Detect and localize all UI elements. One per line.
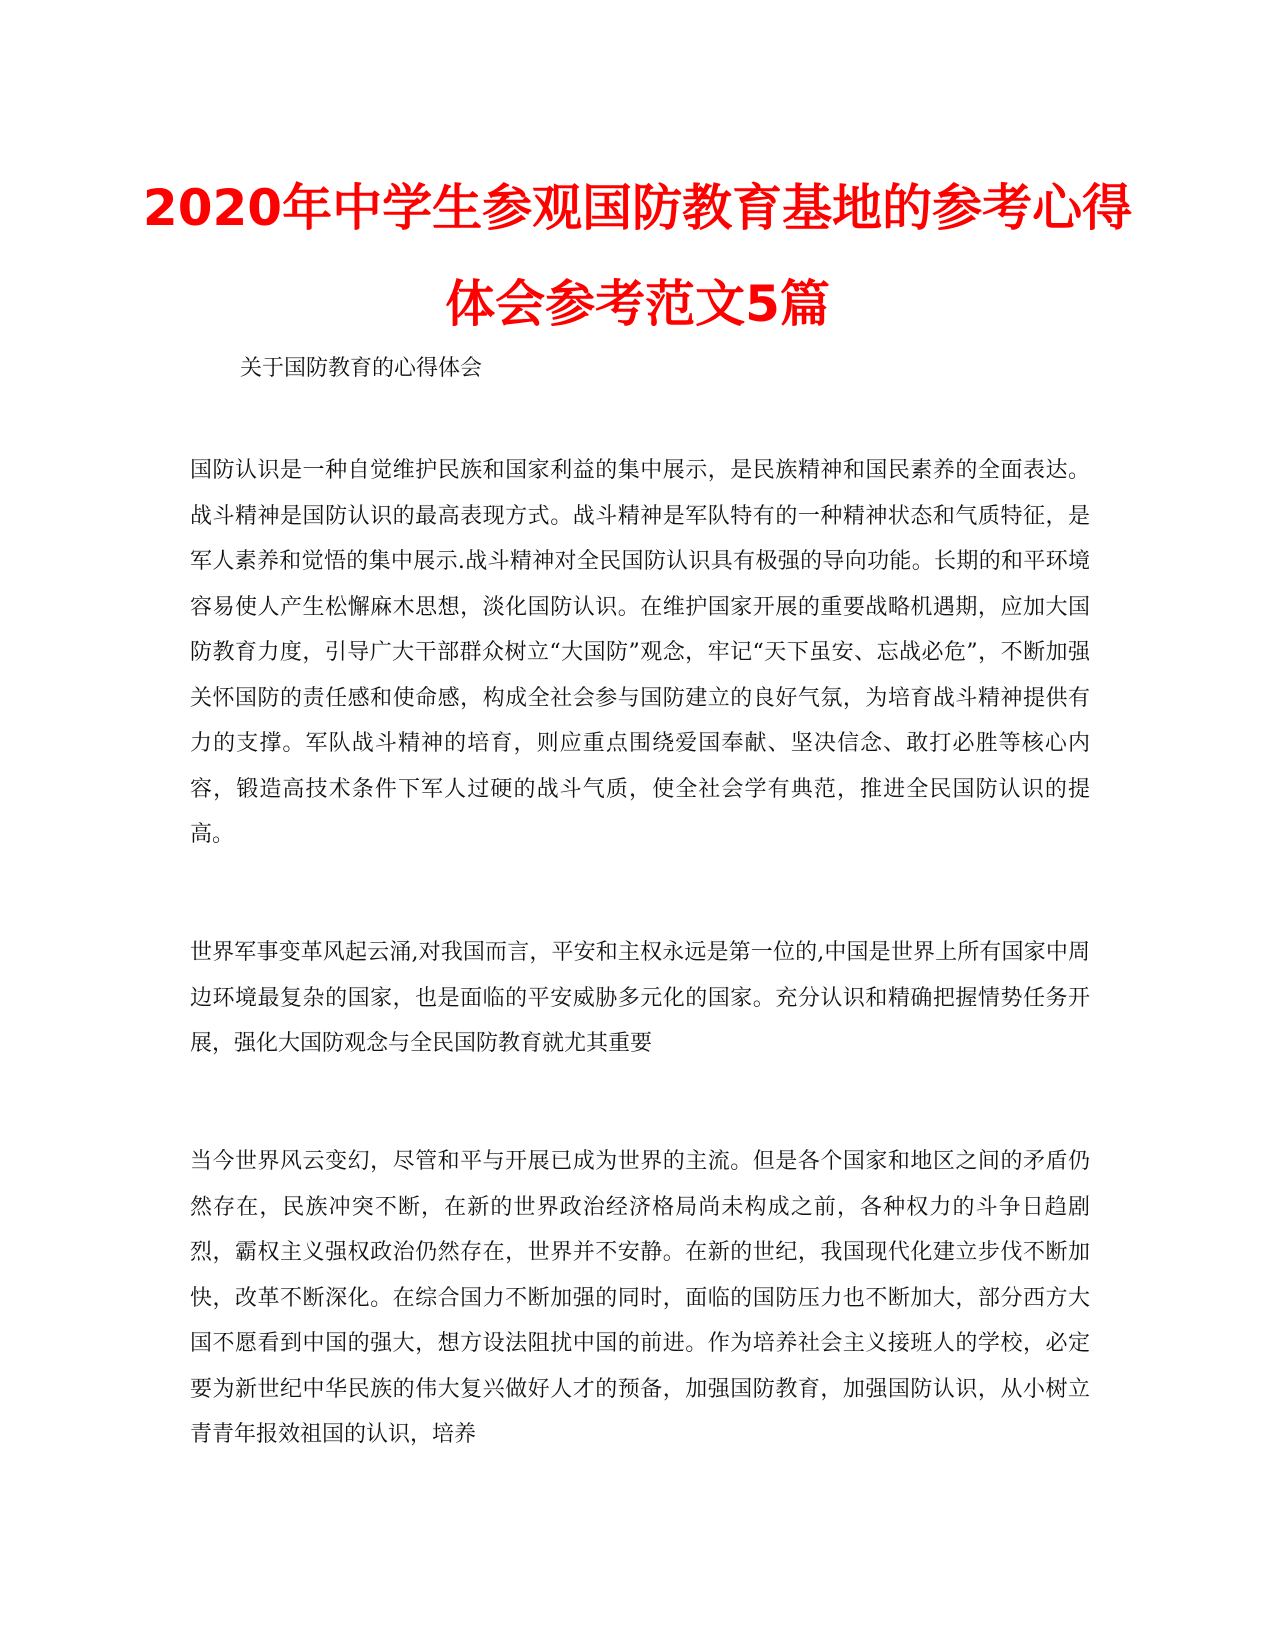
body-paragraph: 当今世界风云变幻，尽管和平与开展已成为世界的主流。但是各个国家和地区之间的矛盾仍然存在，民族冲突不断，在新的世界政治经济格局尚未构成之前，各种权力的斗争日趋剧烈，霸权主义强权政治仍然存在，世界并不安静。在新的世纪，我国现代化建立步伐不断加快，改革不断深化。在综合国力不断加强的同时，面临的国防压力也不断加大，部分西方大国不愿看到中国的强大，想方设法阻扰中国的前进。作为培养社会主义接班人的学校，必定要为新世纪中华民族的伟大复兴做好人才的预备，加强国防教育，加强国防认识，从小树立青青年报效祖国的认识，培养 [190,1149,1090,1447]
body-paragraph: 国防认识是一种自觉维护民族和国家利益的集中展示，是民族精神和国民素养的全面表达。战斗精神是国防认识的最高表现方式。战斗精神是军队特有的一种精神状态和气质特征，是军人素养和觉悟的集中展示.战斗精神对全民国防认识具有极强的导向功能。长期的和平环境容易使人产生松懈麻木思想，淡化国防认识。在维护国家开展的重要战略机遇期，应加大国防教育力度，引导广大干部群众树立“大国防”观念，牢记“天下虽安、忘战必危”，不断加强关怀国防的责任感和使命感，构成全社会参与国防建立的良好气氛，为培育战斗精神提供有力的支撑。军队战斗精神的培育，则应重点围绕爱国奉献、坚决信念、敢打必胜等核心内容，锻造高技术条件下军人过硬的战斗气质，使全社会学有典范，推进全民国防认识的提高。 [190,458,1090,847]
section-heading: 关于国防教育的心得体会 [240,356,483,381]
body-paragraph: 世界军事变革风起云涌,对我国而言，平安和主权永远是第一位的,中国是世界上所有国家中周边环境最复杂的国家，也是面临的平安威胁多元化的国家。充分认识和精确把握情势任务开展，强化大国防观念与全民国防教育就尤其重要 [190,940,1090,1056]
document-title: 2020年中学生参观国防教育基地的参考心得体会参考范文5篇 [142,179,1133,333]
